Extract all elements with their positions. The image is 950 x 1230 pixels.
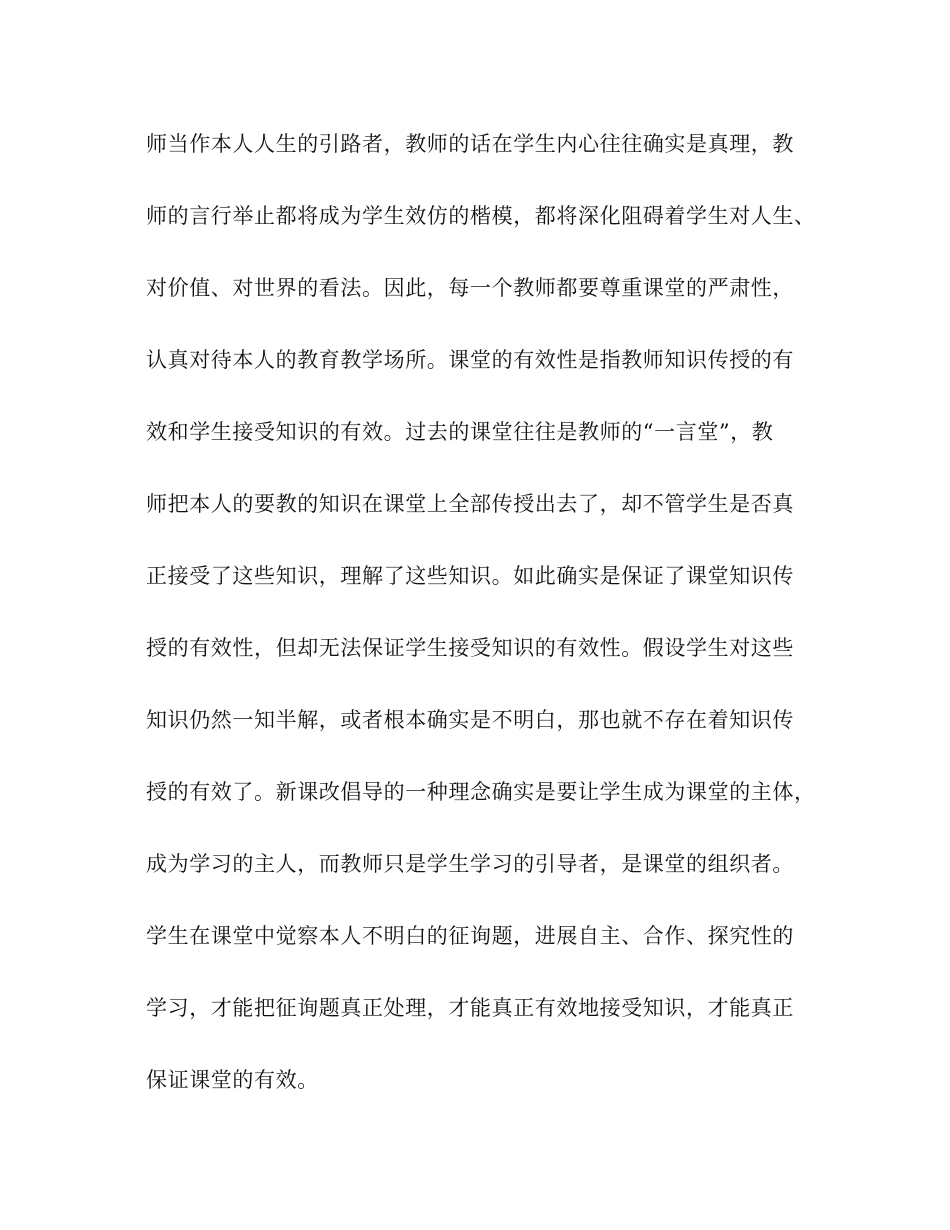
text-line: 知识仍然一知半解，或者根本确实是不明白，那也就不存在着知识传	[146, 708, 794, 732]
text-line: 效和学生接受知识的有效。过去的课堂往往是教师的“一言堂”，教	[146, 420, 774, 444]
text-line: 师的言行举止都将成为学生效仿的楷模，都将深化阻碍着学生对人生、	[146, 204, 816, 228]
text-line: 保证课堂的有效。	[146, 1068, 319, 1092]
text-line: 师把本人的要教的知识在课堂上全部传授出去了，却不管学生是否真	[146, 492, 794, 516]
body-text	[146, 126, 826, 1134]
text-line: 对价值、对世界的看法。因此，每一个教师都要尊重课堂的严肃性，	[146, 276, 794, 300]
text-line: 授的有效性，但却无法保证学生接受知识的有效性。假设学生对这些	[146, 636, 794, 660]
text-line: 师当作本人人生的引路者，教师的话在学生内心往往确实是真理，教	[146, 132, 794, 156]
text-line: 授的有效了。新课改倡导的一种理念确实是要让学生成为课堂的主体，	[146, 780, 816, 804]
text-line: 学习，才能把征询题真正处理，才能真正有效地接受知识，才能真正	[146, 996, 794, 1020]
text-line: 学生在课堂中觉察本人不明白的征询题，进展自主、合作、探究性的	[146, 924, 794, 948]
text-line: 成为学习的主人，而教师只是学生学习的引导者，是课堂的组织者。	[146, 852, 794, 876]
text-line: 正接受了这些知识，理解了这些知识。如此确实是保证了课堂知识传	[146, 564, 794, 588]
text-line: 认真对待本人的教育教学场所。课堂的有效性是指教师知识传授的有	[146, 348, 794, 372]
